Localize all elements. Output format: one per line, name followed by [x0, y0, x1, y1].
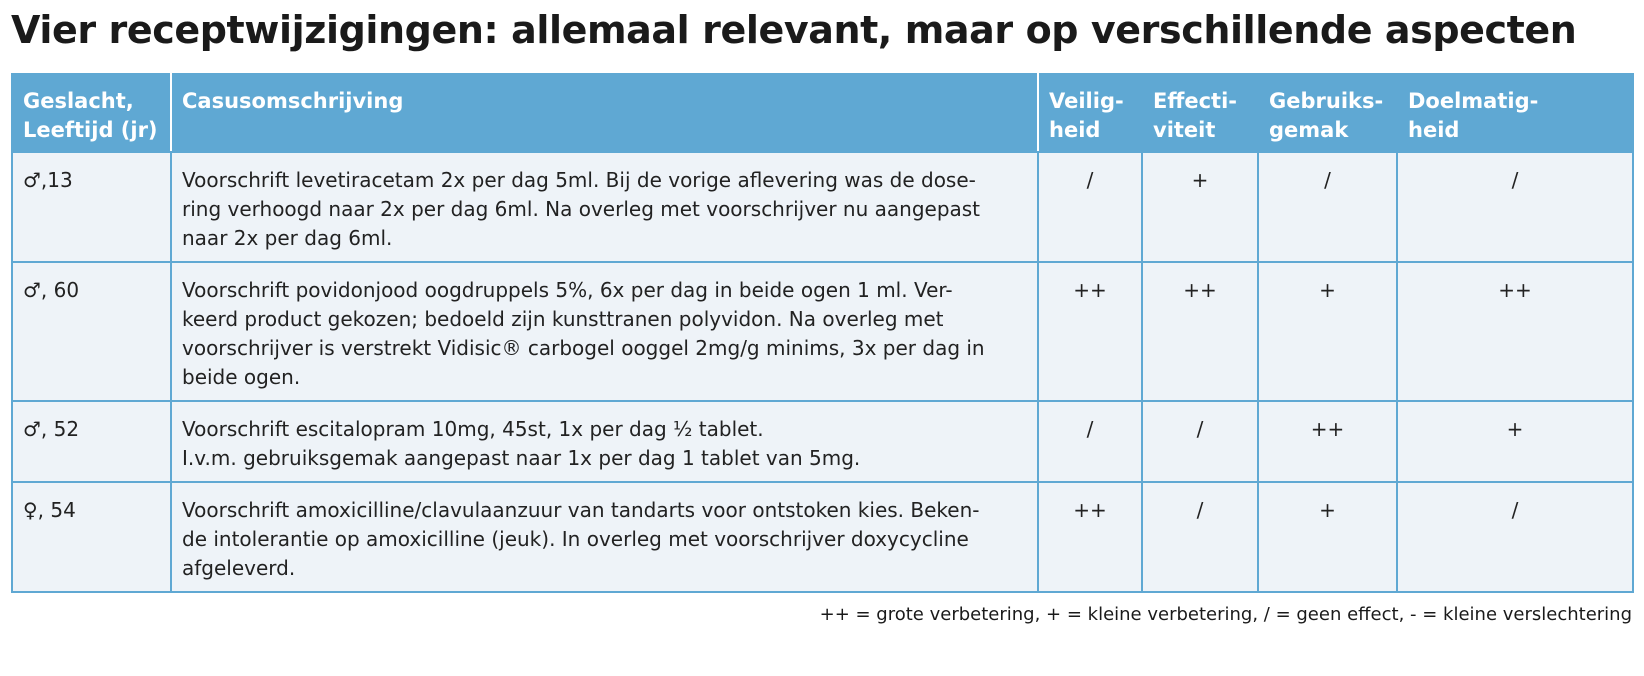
cell-description: Voorschrift levetiracetam 2x per dag 5ml. Bij de vorige aflevering was de dose- ring verhoogd naar 2x per dag 6ml. Na overleg met voorschrijver nu aangepast naar 2x per dag 6ml.: [171, 152, 1038, 262]
cell-patient: ♂,13: [12, 152, 171, 262]
column-header-patient-label: Geslacht, Leeftijd (jr): [23, 89, 158, 142]
column-header-efficiency: [1397, 74, 1633, 152]
cell-safety-score: /: [1038, 401, 1142, 482]
recipe-changes-table: [11, 73, 1634, 593]
column-header-description-label: Casusomschrijving: [182, 89, 404, 113]
cell-effectiveness-score: +: [1142, 152, 1258, 262]
cell-efficiency-score: /: [1397, 152, 1633, 262]
cell-safety-score: ++: [1038, 482, 1142, 592]
column-header-effectiveness-label: Effecti- viteit: [1153, 89, 1237, 142]
cell-safety-score: /: [1038, 152, 1142, 262]
cell-patient: ♂, 60: [12, 262, 171, 401]
page-title: Vier receptwijzigingen: allemaal relevant, maar op verschillende aspecten: [11, 8, 1577, 52]
cell-patient: ♂, 52: [12, 401, 171, 482]
cell-description: Voorschrift escitalopram 10mg, 45st, 1x per dag ½ tablet. I.v.m. gebruiksgemak aangepast naar 1x per dag 1 tablet van 5mg.: [171, 401, 1038, 482]
cell-efficiency-score: /: [1397, 482, 1633, 592]
table-body: [12, 152, 1633, 592]
column-header-description: [171, 74, 1038, 152]
column-header-ease-of-use: [1258, 74, 1397, 152]
cell-effectiveness-score: /: [1142, 482, 1258, 592]
cell-efficiency-score: +: [1397, 401, 1633, 482]
cell-ease-of-use-score: ++: [1258, 401, 1397, 482]
cell-efficiency-score: ++: [1397, 262, 1633, 401]
table-header: [12, 74, 1633, 152]
cell-description: Voorschrift amoxicilline/clavulaanzuur van tandarts voor ontstoken kies. Beken- de intolerantie op amoxicilline (jeuk). In overleg met voorschrijver doxycycline afgeleverd.: [171, 482, 1038, 592]
legend-note: ++ = grote verbetering, + = kleine verbetering, / = geen effect, - = kleine verslechtering: [819, 604, 1632, 625]
cell-description: Voorschrift povidonjood oogdruppels 5%, 6x per dag in beide ogen 1 ml. Ver- keerd product gekozen; bedoeld zijn kunsttranen polyvidon. Na overleg met voorschrijver is verstrekt Vidisic® carbogel ooggel 2mg/g minims, 3x per dag in beide ogen.: [171, 262, 1038, 401]
table-row: [12, 152, 1633, 262]
cell-effectiveness-score: /: [1142, 401, 1258, 482]
column-header-safety-label: Veilig- heid: [1049, 89, 1124, 142]
cell-ease-of-use-score: /: [1258, 152, 1397, 262]
table-row: [12, 262, 1633, 401]
column-header-effectiveness: [1142, 74, 1258, 152]
column-header-efficiency-label: Doelmatig- heid: [1408, 89, 1539, 142]
cell-ease-of-use-score: +: [1258, 262, 1397, 401]
column-header-ease-of-use-label: Gebruiks- gemak: [1269, 89, 1384, 142]
column-header-patient: [12, 74, 171, 152]
table-row: [12, 482, 1633, 592]
cell-safety-score: ++: [1038, 262, 1142, 401]
column-header-safety: [1038, 74, 1142, 152]
cell-effectiveness-score: ++: [1142, 262, 1258, 401]
table-header-row: [12, 74, 1633, 152]
cell-patient: ♀, 54: [12, 482, 171, 592]
cell-ease-of-use-score: +: [1258, 482, 1397, 592]
table-row: [12, 401, 1633, 482]
